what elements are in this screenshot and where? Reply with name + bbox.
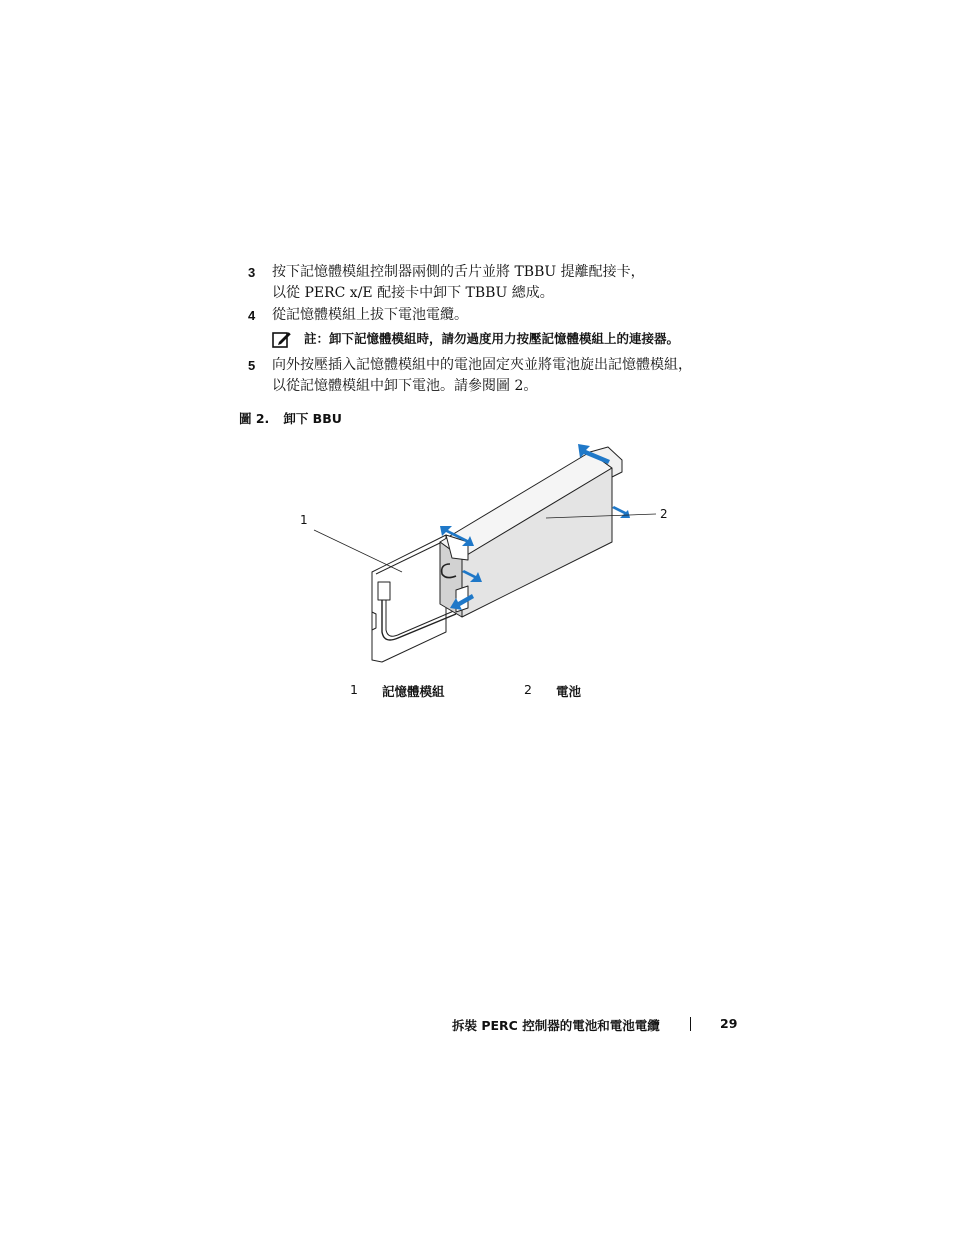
step-line: 以從 PERC x/E 配接卡中卸下 TBBU 總成。 [272, 285, 554, 301]
legend-item-2 [524, 682, 582, 699]
footer-divider [690, 1017, 691, 1031]
callout-2: 2 [660, 507, 668, 521]
footer-section-title: 拆裝 PERC 控制器的電池和電池電纜 [452, 1018, 660, 1033]
page-number: 29 [720, 1016, 738, 1031]
legend-label: 電池 [556, 684, 582, 699]
step-text [272, 355, 692, 397]
step-number: 3 [248, 265, 256, 280]
callout-leader-1 [314, 530, 402, 572]
figure-label: 圖 2. [239, 411, 270, 426]
step-line: 以從記憶體模組中卸下電池。請參閱圖 2。 [272, 378, 538, 394]
figure-title: 卸下 BBU [283, 411, 342, 426]
legend-number: 2 [524, 682, 532, 697]
step-number: 5 [248, 358, 256, 373]
legend-number: 1 [350, 682, 358, 697]
figure-caption [239, 409, 342, 427]
cable-connector [378, 582, 390, 600]
callout-1: 1 [300, 513, 308, 527]
arrow-icon [612, 506, 630, 518]
step-number: 4 [248, 308, 256, 323]
bbu-removal-illustration [290, 432, 690, 672]
step-text [272, 262, 645, 304]
step-line: 從記憶體模組上拔下電池電纜。 [272, 307, 468, 323]
note-text: 註：卸下記憶體模組時，請勿過度用力按壓記憶體模組上的連接器。 [304, 331, 680, 346]
legend-label: 記憶體模組 [382, 684, 445, 699]
pencil-note-icon [272, 330, 292, 348]
step-line: 向外按壓插入記憶體模組中的電池固定夾並將電池旋出記憶體模組， [272, 357, 692, 373]
step-text [272, 305, 468, 326]
step-line: 按下記憶體模組控制器兩側的舌片並將 TBBU 提離配接卡， [272, 264, 645, 280]
legend-item-1 [350, 682, 445, 699]
